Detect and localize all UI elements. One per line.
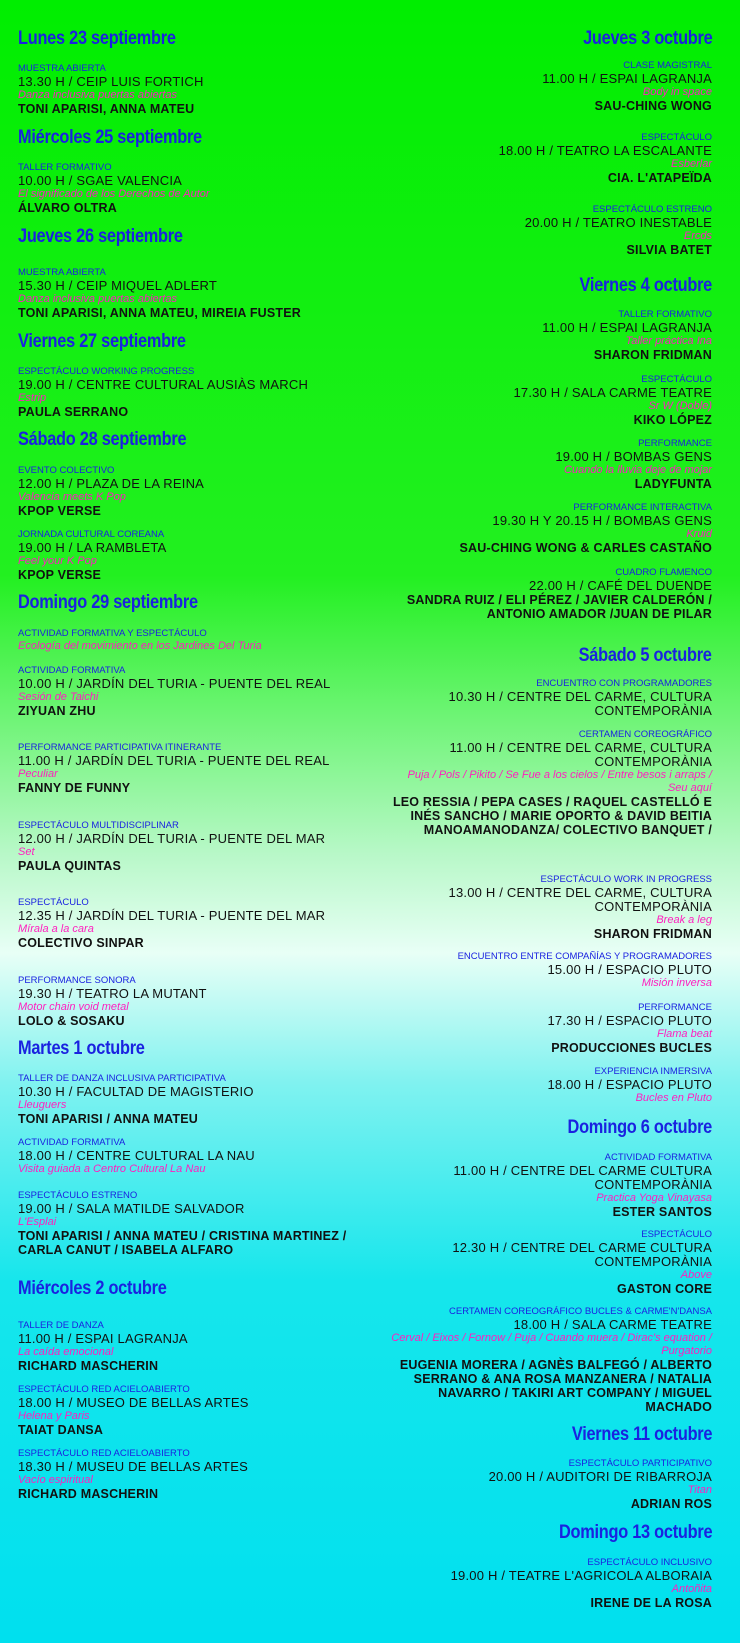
event-entry xyxy=(390,1152,712,1219)
day-heading: Sábado 28 septiembre xyxy=(18,429,187,450)
event-time-venue: 18.00 H / ESPACIO PLUTO xyxy=(547,1077,712,1092)
event-time-venue: 10.30 H / CENTRE DEL CARME, CULTURA CONTEMPORÀNIA xyxy=(448,689,712,718)
event-entry xyxy=(18,63,358,116)
event-entry xyxy=(390,309,712,362)
event-category: ESPECTÁCULO ESTRENO xyxy=(18,1190,138,1201)
event-artist: SAU-CHING WONG & CARLES CASTAÑO xyxy=(459,541,712,555)
event-entry xyxy=(18,529,358,582)
event-category: ESPECTÁCULO RED ACIELOABIERTO xyxy=(18,1384,190,1395)
event-category: ESPECTÁCULO xyxy=(18,897,89,908)
event-entry xyxy=(18,1073,358,1126)
event-time-venue: 11.00 H / ESPAI LAGRANJA xyxy=(542,71,712,86)
event-category: ACTIVIDAD FORMATIVA xyxy=(18,665,126,676)
event-title: Helena y Paris xyxy=(18,1410,90,1422)
event-title: Danza inclusiva puertas abiertas xyxy=(18,293,177,305)
event-time-venue: 10.00 H / JARDÍN DEL TURIA - PUENTE DEL REAL xyxy=(18,676,331,691)
event-category: ESPECTÁCULO MULTIDISCIPLINAR xyxy=(18,820,179,831)
event-category: ESPECTÁCULO WORKING PROGRESS xyxy=(18,366,195,377)
event-time-venue: 11.00 H / JARDÍN DEL TURIA - PUENTE DEL REAL xyxy=(18,753,330,768)
event-category: CERTAMEN COREOGRÁFICO xyxy=(578,729,712,740)
event-time-venue: 11.00 H / CENTRE DEL CARME CULTURA CONTEMPORÀNIA xyxy=(453,1163,712,1192)
event-entry xyxy=(18,628,358,653)
event-artist: ZIYUAN ZHU xyxy=(18,704,96,718)
event-category: MUESTRA ABIERTA xyxy=(18,63,106,74)
day-heading: Martes 1 octubre xyxy=(18,1038,145,1059)
event-title: Sesión de Taichi xyxy=(18,691,99,703)
event-category: ESPECTÁCULO xyxy=(641,132,712,143)
event-entry xyxy=(390,1066,712,1105)
event-category: PERFORMANCE PARTICIPATIVA ITINERANTE xyxy=(18,742,222,753)
event-title: Antoñita xyxy=(671,1583,712,1595)
event-artist: SANDRA RUIZ / ELI PÉREZ / JAVIER CALDERÓN / ANTONIO AMADOR /JUAN DE PILAR xyxy=(406,593,712,621)
event-title: Vacío espiritual xyxy=(18,1474,93,1486)
event-time-venue: 19.30 H Y 20.15 H / BOMBAS GENS xyxy=(492,513,712,528)
day-heading: Viernes 4 octubre xyxy=(579,275,712,296)
event-title: Sr W (Doble) xyxy=(648,400,712,412)
event-entry xyxy=(18,1448,358,1501)
day-heading: Viernes 27 septiembre xyxy=(18,331,186,352)
event-category: ESPECTÁCULO xyxy=(641,374,712,385)
event-entry xyxy=(18,975,358,1028)
event-artist: ESTER SANTOS xyxy=(612,1205,712,1219)
event-artist: KIKO LÓPEZ xyxy=(633,413,712,427)
event-artist: PRODUCCIONES BUCLES xyxy=(551,1041,712,1055)
event-time-venue: 12.00 H / JARDÍN DEL TURIA - PUENTE DEL MAR xyxy=(18,831,326,846)
event-category: TALLER DE DANZA INCLUSIVA PARTICIPATIVA xyxy=(18,1073,226,1084)
event-artist: SAU-CHING WONG xyxy=(594,99,712,113)
event-title: El significado de los Derechos de Autor xyxy=(18,188,210,200)
event-entry xyxy=(390,1306,712,1414)
event-artist: IRENE DE LA ROSA xyxy=(590,1596,712,1610)
event-time-venue: 10.00 H / SGAE VALENCIA xyxy=(18,173,183,188)
event-entry xyxy=(390,1002,712,1055)
event-category: PERFORMANCE xyxy=(638,438,712,449)
event-time-venue: 18.00 H / TEATRO LA ESCALANTE xyxy=(498,143,712,158)
day-heading: Lunes 23 septiembre xyxy=(18,28,176,49)
event-title: Valencia meets K Pop xyxy=(18,491,126,503)
event-artist: RICHARD MASCHERIN xyxy=(18,1359,159,1373)
event-entry xyxy=(18,1384,358,1437)
event-category: MUESTRA ABIERTA xyxy=(18,267,106,278)
event-time-venue: 19.00 H / TEATRE L'AGRICOLA ALBORAIA xyxy=(450,1568,712,1583)
event-title: Ercds xyxy=(683,230,712,242)
event-title: Misión inversa xyxy=(641,977,712,989)
event-time-venue: 18.30 H / MUSEU DE BELLAS ARTES xyxy=(18,1459,248,1474)
event-title: Esberlar xyxy=(671,158,712,170)
event-title: Cerval / Eixos / Fornow / Puja / Cuando muera / Dirac's equation / Purgatorio xyxy=(391,1332,712,1357)
event-entry xyxy=(18,1137,358,1176)
event-title: Bucles en Pluto xyxy=(635,1092,712,1104)
event-artist: SHARON FRIDMAN xyxy=(593,927,712,941)
event-category: JORNADA CULTURAL COREANA xyxy=(18,529,165,540)
day-heading: Miércoles 2 octubre xyxy=(18,1278,167,1299)
event-entry xyxy=(18,267,358,320)
event-category: EXPERIENCIA INMERSIVA xyxy=(594,1066,712,1077)
event-entry xyxy=(390,60,712,113)
event-time-venue: 19.00 H / SALA MATILDE SALVADOR xyxy=(18,1201,245,1216)
event-title: Feel your K Pop xyxy=(18,555,97,567)
event-category: ENCUENTRO ENTRE COMPAÑÍAS Y PROGRAMADORES xyxy=(457,951,712,962)
day-heading: Domingo 29 septiembre xyxy=(18,592,198,613)
event-time-venue: 12.00 H / PLAZA DE LA REINA xyxy=(18,476,205,491)
event-title: Mírala a la cara xyxy=(18,923,94,935)
event-artist: PAULA SERRANO xyxy=(18,405,129,419)
event-title: Taller práctica Ina xyxy=(625,335,712,347)
event-entry xyxy=(390,729,712,837)
event-artist: ADRIAN ROS xyxy=(630,1497,712,1511)
event-category: ACTIVIDAD FORMATIVA Y ESPECTÁCULO xyxy=(18,628,207,639)
event-entry xyxy=(390,502,712,555)
event-artist: PAULA QUINTAS xyxy=(18,859,122,873)
event-title: Practica Yoga Vinayasa xyxy=(596,1192,712,1204)
event-title: Kruid xyxy=(686,528,712,540)
event-entry xyxy=(390,951,712,990)
event-artist: TONI APARISI / ANNA MATEU xyxy=(18,1112,198,1126)
event-entry xyxy=(390,678,712,718)
event-artist: SHARON FRIDMAN xyxy=(593,348,712,362)
event-time-venue: 22.00 H / CAFÉ DEL DUENDE xyxy=(529,578,712,593)
event-category: PERFORMANCE INTERACTIVA xyxy=(573,502,712,513)
event-time-venue: 13.30 H / CEIP LUIS FORTICH xyxy=(18,74,204,89)
event-entry xyxy=(18,162,358,215)
event-category: ESPECTÁCULO INCLUSIVO xyxy=(587,1557,712,1568)
event-category: ENCUENTRO CON PROGRAMADORES xyxy=(536,678,712,689)
event-time-venue: 11.00 H / CENTRE DEL CARME, CULTURA CONTEMPORÀNIA xyxy=(449,740,712,769)
event-category: EVENTO COLECTIVO xyxy=(18,465,115,476)
event-artist: FANNY DE FUNNY xyxy=(18,781,131,795)
event-artist: EUGENIA MORERA / AGNÈS BALFEGÓ / ALBERTO SERRANO & ANA ROSA MANZANERA / NATALIA NAVARRO / TAKIRI ART COMPANY / MIGUEL MACHADO xyxy=(399,1358,712,1414)
event-artist: TAIAT DANSA xyxy=(18,1423,104,1437)
event-title: Motor chain void metal xyxy=(18,1001,129,1013)
day-heading: Sábado 5 octubre xyxy=(579,645,712,666)
day-heading: Miércoles 25 septiembre xyxy=(18,127,202,148)
event-entry xyxy=(390,1557,712,1610)
event-title: Break a leg xyxy=(656,914,712,926)
event-artist: LOLO & SOSAKU xyxy=(18,1014,125,1028)
event-entry xyxy=(18,820,358,873)
day-heading: Jueves 3 octubre xyxy=(582,28,712,49)
event-artist: LEO RESSIA / PEPA CASES / RAQUEL CASTELLÓ E INÉS SANCHO / MARIE OPORTO & DAVID BEITIA MANOAMANODANZA/ COLECTIVO BANQUET / xyxy=(392,795,712,837)
day-heading: Domingo 6 octubre xyxy=(567,1117,712,1138)
event-time-venue: 11.00 H / ESPAI LAGRANJA xyxy=(18,1331,188,1346)
event-entry xyxy=(18,1320,358,1373)
event-time-venue: 19.00 H / CENTRE CULTURAL AUSIÀS MARCH xyxy=(18,377,309,392)
event-title: Estrip xyxy=(18,392,47,404)
event-entry xyxy=(390,204,712,257)
event-category: ESPECTÁCULO PARTICIPATIVO xyxy=(568,1458,712,1469)
event-artist: LADYFUNTA xyxy=(634,477,712,491)
event-artist: SILVIA BATET xyxy=(626,243,712,257)
event-entry xyxy=(18,366,358,419)
event-time-venue: 13.00 H / CENTRE DEL CARME, CULTURA CONTEMPORÀNIA xyxy=(448,885,712,914)
event-time-venue: 11.00 H / ESPAI LAGRANJA xyxy=(542,320,712,335)
event-time-venue: 10.30 H / FACULTAD DE MAGISTERIO xyxy=(18,1084,254,1099)
event-artist: TONI APARISI / ANNA MATEU / CRISTINA MARTINEZ / CARLA CANUT / ISABELA ALFARO xyxy=(18,1229,347,1257)
event-title: Ecología del movimiento en los Jardines Del Turia xyxy=(18,640,262,652)
event-time-venue: 19.00 H / BOMBAS GENS xyxy=(555,449,712,464)
event-time-venue: 17.30 H / SALA CARME TEATRE xyxy=(513,385,712,400)
event-title: Visita guiada a Centro Cultural La Nau xyxy=(18,1163,206,1175)
event-category: TALLER FORMATIVO xyxy=(18,162,112,173)
event-time-venue: 19.00 H / LA RAMBLETA xyxy=(18,540,167,555)
event-title: L'Esplai xyxy=(18,1216,57,1228)
event-category: TALLER FORMATIVO xyxy=(618,309,712,320)
event-category: ACTIVIDAD FORMATIVA xyxy=(18,1137,126,1148)
event-time-venue: 17.30 H / ESPACIO PLUTO xyxy=(547,1013,712,1028)
event-category: ESPECTÁCULO RED ACIELOABIERTO xyxy=(18,1448,190,1459)
day-heading: Viernes 11 octubre xyxy=(571,1424,712,1445)
event-category: ESPECTÁCULO WORK IN PROGRESS xyxy=(540,874,712,885)
event-title: Lleuguers xyxy=(18,1099,67,1111)
event-entry xyxy=(390,874,712,941)
event-category: PERFORMANCE xyxy=(638,1002,712,1013)
event-artist: TONI APARISI, ANNA MATEU, MIREIA FUSTER xyxy=(18,306,302,320)
event-title: Cuando la lluvia deje de mojar xyxy=(564,464,712,476)
day-heading: Domingo 13 octubre xyxy=(558,1522,712,1543)
event-time-venue: 12.30 H / CENTRE DEL CARME CULTURA CONTEMPORÀNIA xyxy=(452,1240,712,1269)
event-category: CUADRO FLAMENCO xyxy=(615,567,712,578)
event-title: La caída emocional xyxy=(18,1346,114,1358)
event-entry xyxy=(390,1458,712,1511)
event-title: Above xyxy=(680,1269,712,1281)
event-entry xyxy=(18,742,358,795)
event-entry xyxy=(390,374,712,427)
event-entry xyxy=(390,438,712,491)
event-category: PERFORMANCE SONORA xyxy=(18,975,136,986)
event-category: TALLER DE DANZA xyxy=(18,1320,104,1331)
event-time-venue: 12.35 H / JARDÍN DEL TURIA - PUENTE DEL MAR xyxy=(18,908,326,923)
event-artist: RICHARD MASCHERIN xyxy=(18,1487,159,1501)
event-category: ESPECTÁCULO ESTRENO xyxy=(592,204,712,215)
event-title: Body in space xyxy=(642,86,712,98)
event-entry xyxy=(18,897,358,950)
event-time-venue: 18.00 H / CENTRE CULTURAL LA NAU xyxy=(18,1148,255,1163)
event-title: Puja / Pols / Pikito / Se Fue a los cielos / Entre besos i arraps / Seu aquí xyxy=(407,769,712,794)
day-heading: Jueves 26 septiembre xyxy=(18,226,183,247)
event-time-venue: 18.00 H / SALA CARME TEATRE xyxy=(513,1317,712,1332)
event-title: Set xyxy=(18,846,35,858)
event-time-venue: 15.00 H / ESPACIO PLUTO xyxy=(547,962,712,977)
event-entry xyxy=(18,665,358,718)
event-entry xyxy=(18,1190,358,1257)
event-title: Titan xyxy=(687,1484,712,1496)
event-time-venue: 20.00 H / TEATRO INESTABLE xyxy=(524,215,712,230)
event-category: ACTIVIDAD FORMATIVA xyxy=(604,1152,712,1163)
event-artist: GASTON CORE xyxy=(616,1282,712,1296)
event-artist: COLECTIVO SINPAR xyxy=(18,936,144,950)
event-artist: CIA. L'ATAPEÏDA xyxy=(607,171,712,185)
event-time-venue: 19.30 H / TEATRO LA MUTANT xyxy=(18,986,207,1001)
event-category: ESPECTÁCULO xyxy=(641,1229,712,1240)
event-title: Flama beat xyxy=(656,1028,712,1040)
event-title: Peculiar xyxy=(18,768,58,780)
event-artist: TONI APARISI, ANNA MATEU xyxy=(18,102,195,116)
event-artist: ÁLVARO OLTRA xyxy=(18,201,117,215)
event-time-venue: 18.00 H / MUSEO DE BELLAS ARTES xyxy=(18,1395,249,1410)
event-entry xyxy=(390,132,712,185)
event-time-venue: 15.30 H / CEIP MIQUEL ADLERT xyxy=(18,278,217,293)
event-artist: KPOP VERSE xyxy=(18,568,102,582)
event-category: CERTAMEN COREOGRÁFICO BUCLES & CARME'N'DANSA xyxy=(449,1306,712,1317)
event-title: Danza inclusiva puertas abiertas xyxy=(18,89,177,101)
event-entry xyxy=(18,465,358,518)
event-category: CLASE MAGISTRAL xyxy=(623,60,712,71)
event-artist: KPOP VERSE xyxy=(18,504,102,518)
event-time-venue: 20.00 H / AUDITORI DE RIBARROJA xyxy=(488,1469,712,1484)
event-entry xyxy=(390,567,712,621)
event-entry xyxy=(390,1229,712,1296)
